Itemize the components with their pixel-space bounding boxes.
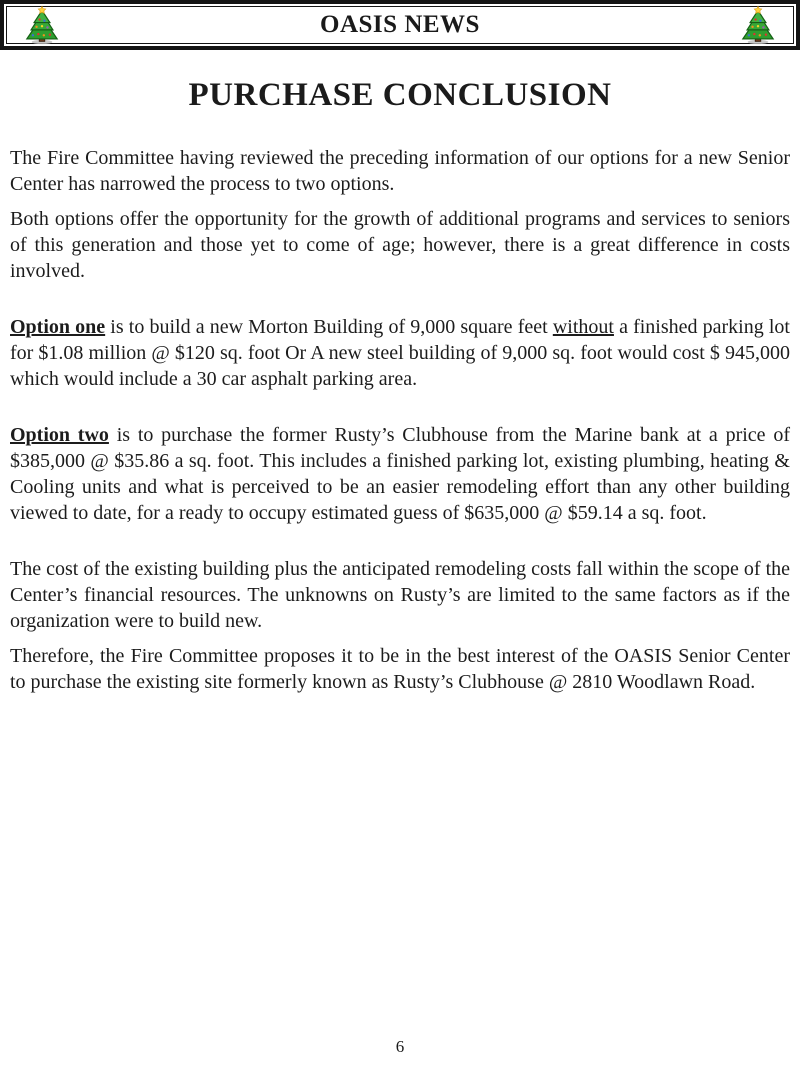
masthead xyxy=(0,0,800,50)
page-number: 6 xyxy=(395,1037,405,1056)
option-one-text-b: a finished parking lot for $1.08 million @ $120 sq. foot Or A new steel building of 9,000 sq. foot would cost $ 945,000 which would include a 30 car asphalt parking area. xyxy=(10,316,790,390)
option-two-text: is to purchase the former Rusty’s Clubhouse from the Marine bank at a price of $385,000 @ $35.86 a sq. foot. This includes a finished parking lot, existing plumbing, heating & Cooling units and what is perceived to be an easier remodeling effort than any other building viewed to date, for a ready to occupy estimated guess of $635,000 @ $59.14 a sq. foot. xyxy=(10,424,791,524)
paragraph-intro: The Fire Committee having reviewed the preceding information of our options for a new Senior Center has narrowed the process to two options. xyxy=(10,147,790,195)
paragraph-both-options: Both options offer the opportunity for the growth of additional programs and services to seniors of this generation and those yet to come of age; however, there is a great difference in costs involved. xyxy=(10,208,790,282)
paragraph-recommendation: Therefore, the Fire Committee proposes it to be in the best interest of the OASIS Senior Center to purchase the existing site formerly known as Rusty’s Clubhouse @ 2810 Woodlawn Road. xyxy=(10,645,790,693)
option-one-underlined-word: without xyxy=(552,316,614,338)
newsletter-title: OASIS NEWS xyxy=(320,11,480,38)
option-two-label: Option two xyxy=(10,424,109,446)
article-title: PURCHASE CONCLUSION xyxy=(188,77,612,113)
paragraph-cost-summary: The cost of the existing building plus the anticipated remodeling costs fall within the scope of the Center’s financial resources. The unknowns on Rusty’s are limited to the same factors as if the organization were to build new. xyxy=(10,558,790,632)
paragraph-option-two xyxy=(10,422,790,526)
masthead-inner-frame xyxy=(6,6,794,44)
option-one-label: Option one xyxy=(10,316,106,338)
option-one-text-a: is to build a new Morton Building of 9,000 square feet xyxy=(105,316,553,338)
paragraph-option-one xyxy=(10,314,790,392)
article-body xyxy=(0,77,800,695)
